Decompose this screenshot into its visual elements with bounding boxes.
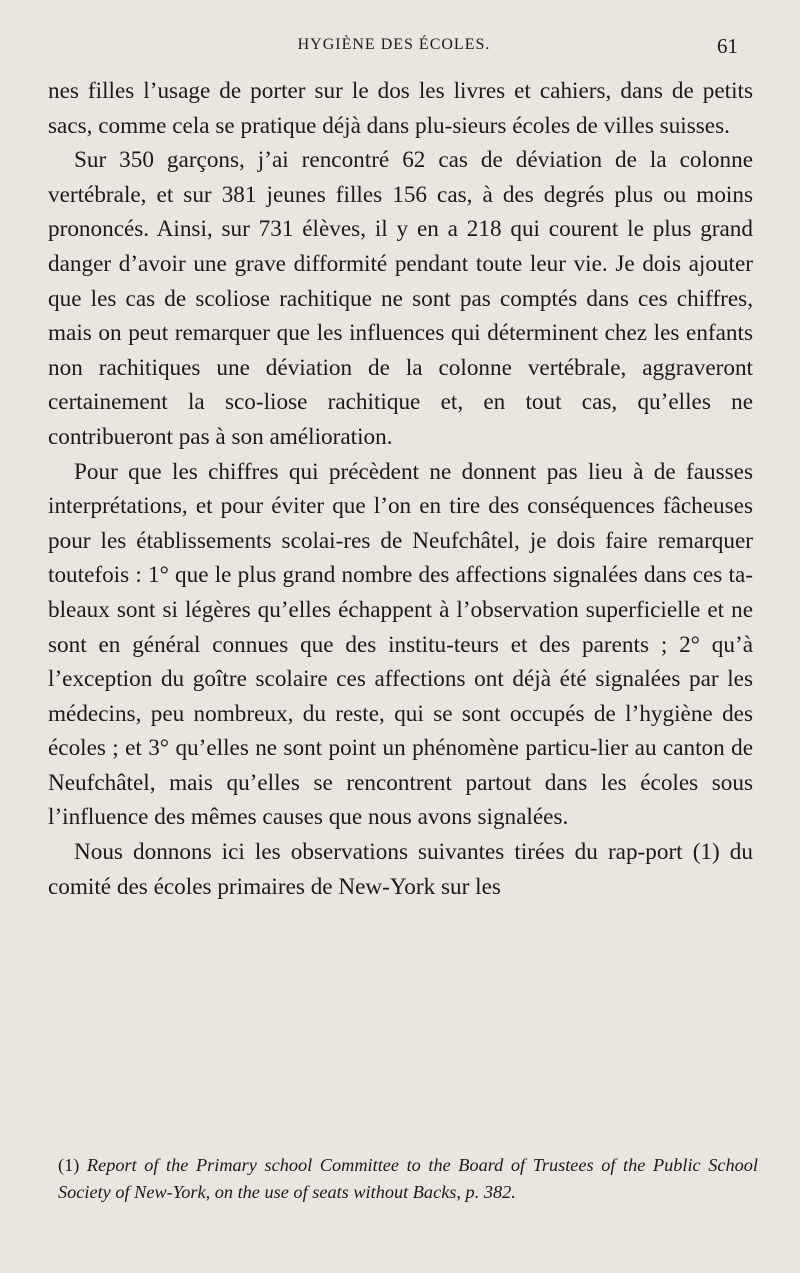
running-title: HYGIÈNE DES ÉCOLES. [297,36,491,53]
paragraph-scoliosis-stats: Sur 350 garçons, j’ai rencontré 62 cas de déviation de la colonne vertébrale, et sur 381 jeunes filles 156 cas, à des degrés plus ou moins prononcés. Ainsi, sur 731 élèves, il y en a 218 qui courent le plus grand danger d’avoir une grave difformité pendant toute leur vie. Je dois ajouter que les cas de scoliose rachitique ne sont pas comptés dans ces chiffres, mais on peut remarquer que les influences qui déterminent chez les enfants non rachitiques une déviation de la colonne vertébrale, aggraveront certainement la sco-liose rachitique et, en tout cas, qu’elles ne contribueront pas à son amélioration. [48,147,753,450]
paragraph-continuation: nes filles l’usage de porter sur le dos les livres et cahiers, dans de petits sacs, comme cela se pratique déjà dans plu-sieurs écoles de villes suisses. [48,78,753,139]
running-head [50,36,738,66]
paragraph-interpretation: Pour que les chiffres qui précèdent ne donnent pas lieu à de fausses interprétations, et pour éviter que l’on en tire des conséquences fâcheuses pour les établissements scolai-res de Neufchâtel, je dois faire remarquer toutefois : 1° que le plus grand nombre des affections signalées dans ces ta-bleaux sont si légères qu’elles échappent à l’observation superficielle et ne sont en général connues que des institu-teurs et des parents ; 2° qu’à l’exception du goître scolaire ces affections ont déjà été signalées par les médecins, peu nombreux, du reste, qui se sont occupés de l’hygiène des écoles ; et 3° qu’elles ne sont point un phénomène particu-lier au canton de Neufchâtel, mais qu’elles se rencontrent partout dans les écoles sous l’influence des mêmes causes que nous avons signalées. [48,458,753,831]
body-text [48,74,753,904]
footnote-text: Report of the Primary school Committee to the Board of Trustees of the Public School Society of New-York, on the use of seats without Backs, p. 382. [58,1155,759,1202]
paragraph-new-york-report: Nous donnons ici les observations suivantes tirées du rap-port (1) du comité des écoles primaires de New-York sur les [48,839,753,900]
footnote [58,1152,758,1206]
footnote-marker: (1) [58,1155,80,1175]
page-number: 61 [717,34,738,58]
